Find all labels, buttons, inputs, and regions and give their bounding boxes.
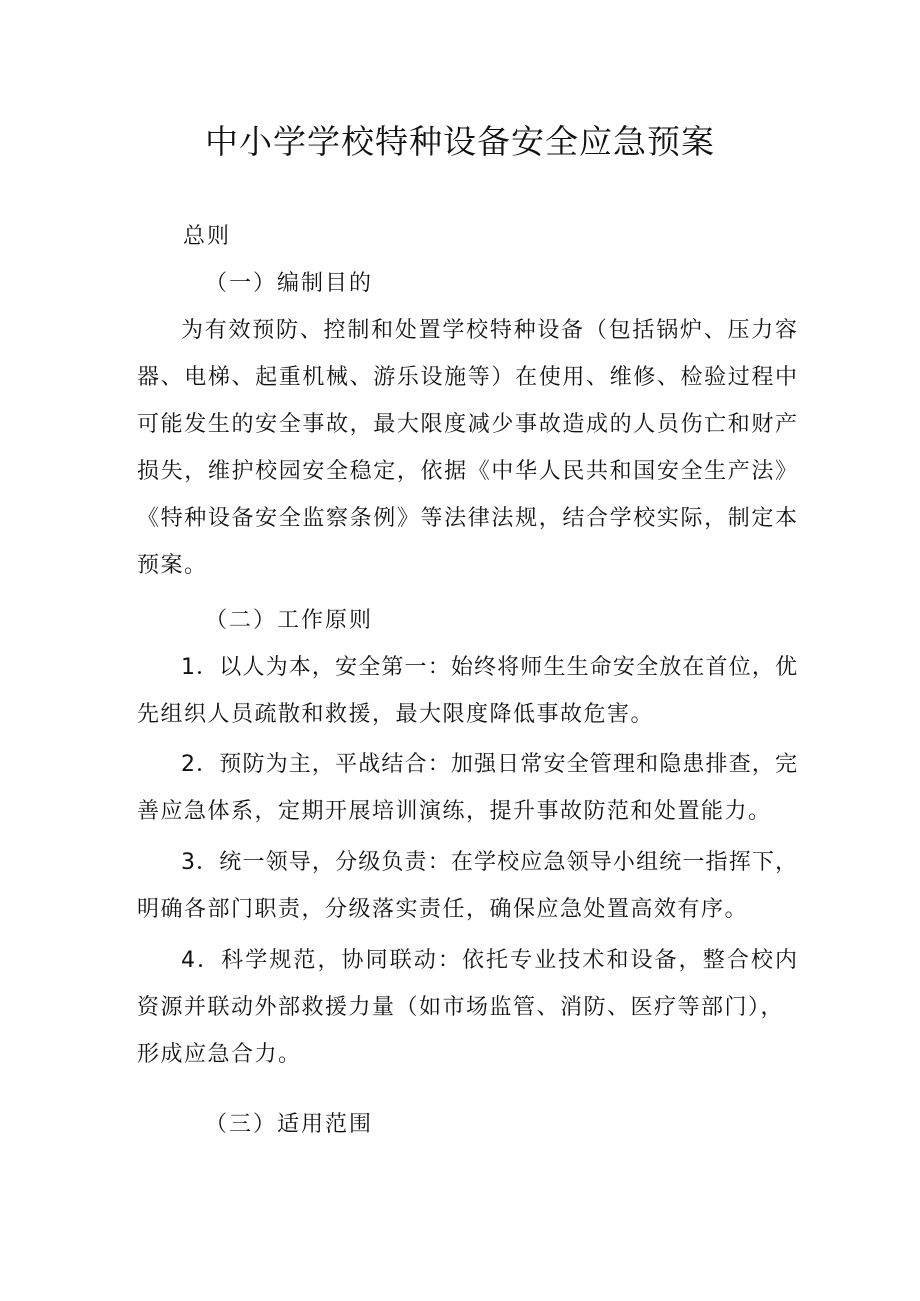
principle-4-paragraph	[137, 946, 797, 1087]
section-1-paragraph	[137, 316, 797, 598]
paragraph-line: 形成应急合力。	[137, 1042, 302, 1067]
paragraph-line: 明确各部门职责，分级落实责任，确保应急处置高效有序。	[137, 897, 749, 922]
principle-1-paragraph	[137, 653, 797, 747]
principle-2-paragraph	[137, 750, 797, 844]
paragraph-line: 先组织人员疏散和救援，最大限度降低事故危害。	[137, 702, 655, 727]
paragraph-line: 1．以人为本，安全第一：始终将师生生命安全放在首位，优	[181, 655, 797, 680]
section-3-heading: （三）适用范围	[205, 1112, 374, 1137]
paragraph-line: 3．统一领导，分级负责：在学校应急领导小组统一指挥下，	[181, 850, 797, 875]
paragraph-line: 《特种设备安全监察条例》等法律法规，结合学校实际，制定本	[137, 506, 797, 531]
section-1-heading: （一）编制目的	[205, 271, 374, 296]
paragraph-line: 损失，维护校园安全稳定，依据《中华人民共和国安全生产法》	[137, 459, 797, 484]
paragraph-line: 2．预防为主，平战结合：加强日常安全管理和隐患排查，完	[181, 752, 797, 777]
principle-3-paragraph	[137, 848, 797, 942]
paragraph-line: 4．科学规范，协同联动：依托专业技术和设备，整合校内	[181, 948, 797, 973]
paragraph-line: 资源并联动外部救援力量（如市场监管、消防、医疗等部门），	[137, 995, 785, 1020]
section-2-heading: （二）工作原则	[205, 608, 374, 633]
paragraph-line: 可能发生的安全事故，最大限度减少事故造成的人员伤亡和财产	[137, 412, 797, 437]
section-general-heading: 总则	[183, 224, 232, 249]
paragraph-line: 为有效预防、控制和处置学校特种设备（包括锅炉、压力容	[181, 318, 797, 343]
paragraph-line: 器、电梯、起重机械、游乐设施等）在使用、维修、检验过程中	[137, 365, 797, 390]
paragraph-line: 预案。	[137, 553, 208, 578]
document-title: 中小学学校特种设备安全应急预案	[205, 122, 715, 161]
paragraph-line: 善应急体系，定期开展培训演练，提升事故防范和处置能力。	[137, 799, 772, 824]
